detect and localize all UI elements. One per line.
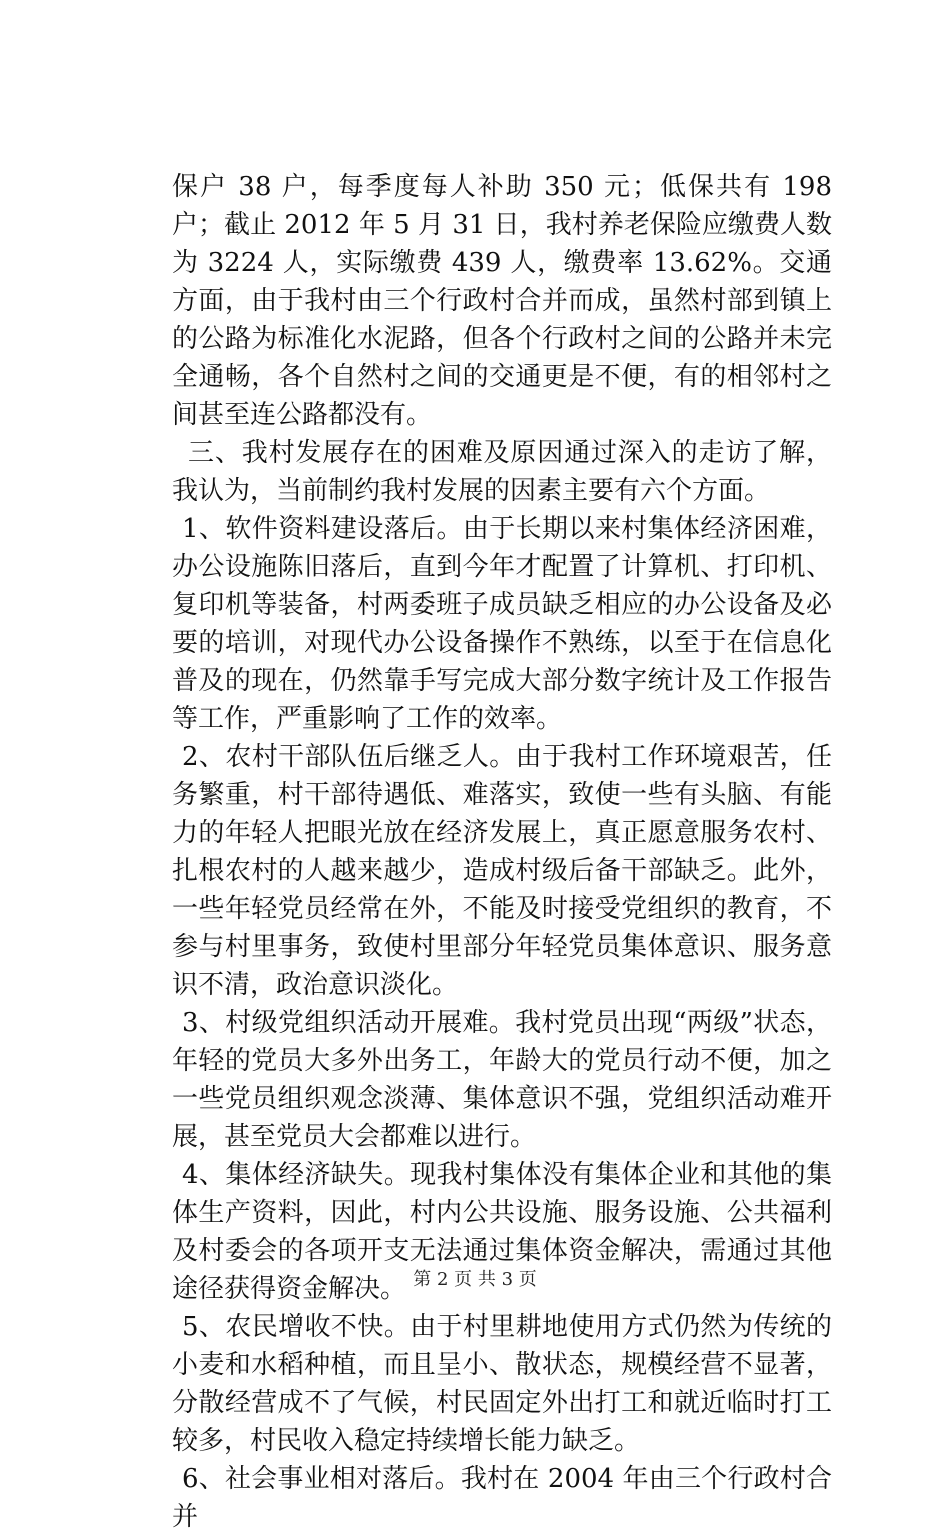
paragraph-item-4: 4、集体经济缺失。现我村集体没有集体企业和其他的集体生产资料，因此，村内公共设施、服务设施、公共福利及村委会的各项开支无法通过集体资金解决，需通过其他途径获得资金解决。	[172, 1160, 832, 1304]
paragraph-item-3: 3、村级党组织活动开展难。我村党员出现“两级”状态，年轻的党员大多外出务工，年龄大的党员行动不便，加之一些党员组织观念淡薄、集体意识不强，党组织活动难开展，甚至党员大会都难以进行。	[172, 1008, 832, 1152]
document-body	[172, 168, 832, 1536]
paragraph-continuation: 保户 38 户，每季度每人补助 350 元；低保共有 198 户；截止 2012 年 5 月 31 日，我村养老保险应缴费人数为 3224 人，实际缴费 439 人，缴费率 13.62%。交通方面，由于我村由三个行政村合并而成，虽然村部到镇上的公路为标准化水泥路，但各个行政村之间的公路并未完全通畅，各个自然村之间的交通更是不便，有的相邻村之间甚至连公路都没有。	[172, 172, 832, 430]
paragraph-item-6: 6、社会事业相对落后。我村在 2004 年由三个行政村合并	[172, 1464, 832, 1532]
paragraph-item-5: 5、农民增收不快。由于村里耕地使用方式仍然为传统的小麦和水稻种植，而且呈小、散状态，规模经营不显著，分散经营成不了气候，村民固定外出打工和就近临时打工较多，村民收入稳定持续增长能力缺乏。	[172, 1312, 832, 1456]
page-footer: 第 2 页 共 3 页	[413, 1269, 537, 1290]
paragraph-section-three: 三、我村发展存在的困难及原因通过深入的走访了解，我认为，当前制约我村发展的因素主要有六个方面。	[172, 438, 832, 506]
paragraph-item-1: 1、软件资料建设落后。由于长期以来村集体经济困难，办公设施陈旧落后，直到今年才配置了计算机、打印机、复印机等装备，村两委班子成员缺乏相应的办公设备及必要的培训，对现代办公设备操作不熟练，以至于在信息化普及的现在，仍然靠手写完成大部分数字统计及工作报告等工作，严重影响了工作的效率。	[172, 514, 832, 734]
paragraph-item-2: 2、农村干部队伍后继乏人。由于我村工作环境艰苦，任务繁重，村干部待遇低、难落实，致使一些有头脑、有能力的年轻人把眼光放在经济发展上，真正愿意服务农村、扎根农村的人越来越少，造成村级后备干部缺乏。此外，一些年轻党员经常在外，不能及时接受党组织的教育，不参与村里事务，致使村里部分年轻党员集体意识、服务意识不清，政治意识淡化。	[172, 742, 832, 1000]
